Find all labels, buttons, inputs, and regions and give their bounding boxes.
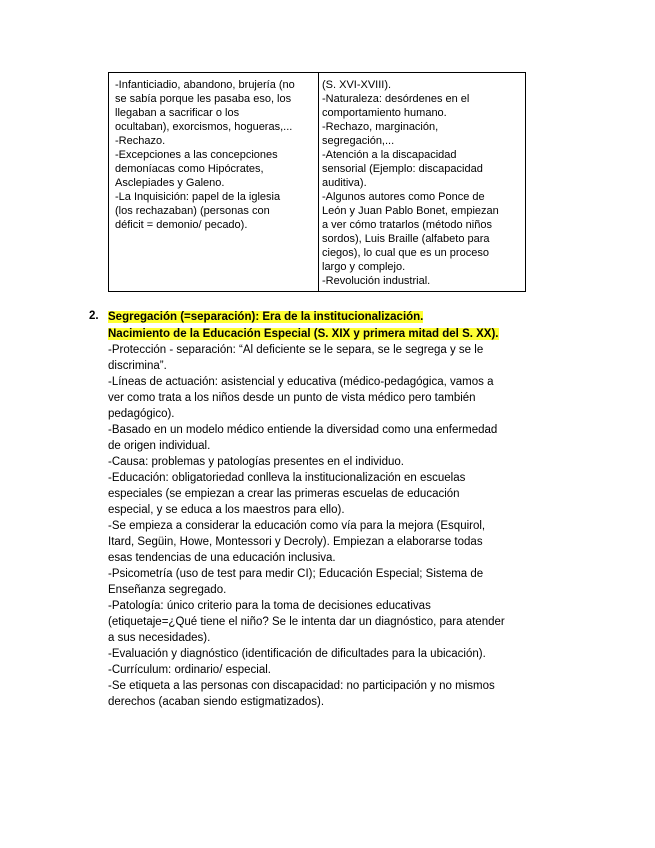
body-line: especiales (se empiezan a crear las primeras escuelas de educación [108,488,460,500]
table-line: Asclepiades y Galeno. [115,177,225,189]
table-line: se sabía porque les pasaba eso, los [115,93,292,105]
body-line: ver como trata a los niños desde un punto de vista médico pero también [108,392,476,404]
body-line: de origen individual. [108,440,211,452]
table-line: déficit = demonio/ pecado). [115,219,248,231]
body-line: -Se etiqueta a las personas con discapacidad: no participación y no mismos [108,680,495,692]
body-line: pedagógico). [108,408,175,420]
table-line: -Revolución industrial. [322,275,431,287]
table-line: -Atención a la discapacidad [322,149,457,161]
table-line: auditiva). [322,177,367,189]
body-line: discrimina”. [108,360,167,372]
table-line: sordos), Luis Braille (alfabeto para [322,233,490,245]
table-line: León y Juan Pablo Bonet, empiezan [322,205,499,217]
section-heading-line [108,308,548,325]
table-line: -Rechazo. [115,135,166,147]
body-line: -Líneas de actuación: asistencial y educativa (médico-pedagógica, vamos a [108,376,494,388]
body-line: -Educación: obligatoriedad conlleva la institucionalización en escuelas [108,472,466,484]
table-line: llegaban a sacrificar o los [115,107,240,119]
table-line: sensorial (Ejemplo: discapacidad [322,163,483,175]
body-line: especial, y se educa a los maestros para ello). [108,504,345,516]
body-line: Enseñanza segregado. [108,584,227,596]
body-line: -Basado en un modelo médico entiende la diversidad como una enfermedad [108,424,498,436]
section-heading-line [108,325,548,342]
body-line: (etiquetaje=¿Qué tiene el niño? Se le intenta dar un diagnóstico, para atender [108,616,505,628]
history-table [108,72,526,292]
highlighted-heading-text: Nacimiento de la Educación Especial (S. XIX y primera mitad del S. XX). [108,328,499,340]
table-line: ocultaban), exorcismos, hogueras,... [115,121,293,133]
table-line: demoníacas como Hipócrates, [115,163,264,175]
highlighted-heading-text: Segregación (=separación): Era de la institucionalización. [108,311,424,323]
table-cell-right [319,73,525,291]
section-number: 2. [89,310,99,322]
table-line: segregación,... [322,135,395,147]
table-line: (los rechazaban) (personas con [115,205,270,217]
body-line: -Patología: único criterio para la toma de decisiones educativas [108,600,431,612]
body-line: -Evaluación y diagnóstico (identificación de dificultades para la ubicación). [108,648,486,660]
section-2 [89,308,548,710]
table-line: a ver cómo tratarlos (método niños [322,219,492,231]
section-body [108,342,548,710]
body-line: esas tendencias de una educación inclusiva. [108,552,336,564]
table-line: largo y complejo. [322,261,406,273]
body-line: -Protección - separación: “Al deficiente se le separa, se le segrega y se le [108,344,484,356]
body-line: -Currículum: ordinario/ especial. [108,664,271,676]
body-line: derechos (acaban siendo estigmatizados). [108,696,325,708]
table-cell-left [109,73,319,291]
table-line: -La Inquisición: papel de la iglesia [115,191,281,203]
section-heading [108,308,548,342]
table-line: -Naturaleza: desórdenes en el [322,93,470,105]
body-line: -Se empieza a considerar la educación como vía para la mejora (Esquirol, [108,520,486,532]
body-line: Itard, Següin, Howe, Montessori y Decroly). Empiezan a elaborarse todas [108,536,483,548]
body-line: -Psicometría (uso de test para medir CI); Educación Especial; Sistema de [108,568,484,580]
table-line: -Algunos autores como Ponce de [322,191,485,203]
table-line: -Rechazo, marginación, [322,121,439,133]
table-line: (S. XVI-XVIII). [322,79,392,91]
body-line: -Causa: problemas y patologías presentes en el individuo. [108,456,404,468]
body-line: a sus necesidades). [108,632,211,644]
table-line: -Infanticiadio, abandono, brujería (no [115,79,295,91]
table-line: ciegos), lo cual que es un proceso [322,247,489,259]
table-line: -Excepciones a las concepciones [115,149,278,161]
table-line: comportamiento humano. [322,107,447,119]
